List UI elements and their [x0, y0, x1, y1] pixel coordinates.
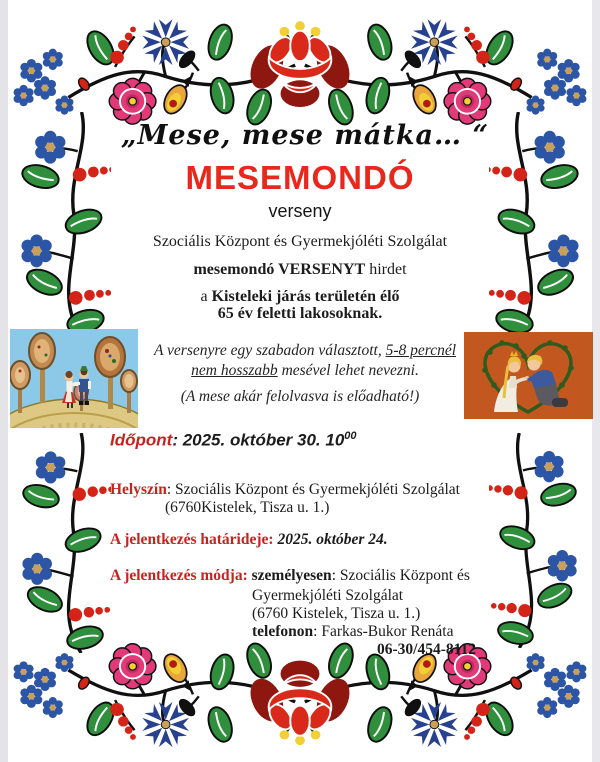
subtitle: verseny [268, 201, 332, 221]
method-line-3: (6760 Kistelek, Tisza u. 1.) [252, 605, 421, 622]
venue-label: Helyszín [110, 481, 167, 498]
folk-tale-illustration-couple-on-hill [10, 329, 138, 428]
date-label: Időpont [110, 430, 173, 450]
announcement-rest: hirdet [365, 261, 407, 278]
announcement-bold: mesemondó VERSENYT [193, 261, 366, 278]
folk-border-bottom [8, 640, 592, 762]
main-title: MESEMONDÓ [185, 159, 415, 196]
venue-value: : Szociális Központ és Gyermekjóléti Szolgálat [166, 481, 460, 498]
photo-edge-right [592, 0, 600, 762]
venue-address: (6760Kistelek, Tisza u. 1.) [165, 499, 330, 516]
method-phone-line [252, 622, 453, 641]
method-in-person-value: : Szociális Központ és [331, 567, 470, 584]
deadline-value: 2025. október 24. [273, 531, 388, 548]
audience-line-1 [0, 288, 600, 306]
phone-contact: : Farkas-Bukor Renáta [313, 623, 454, 640]
method-line-2: Gyermekjóléti Szolgálat [252, 587, 404, 604]
audience-line-2: 65 év feletti lakosoknak. [217, 305, 383, 322]
entry-rule-end: mesével lehet nevezni. [277, 362, 419, 379]
folk-vine-right-lower [489, 433, 584, 648]
quote-title: „Mese, mese mátka… “ [121, 120, 489, 151]
entry-rule-underlined: 5-8 percnél nem hosszabb [191, 342, 457, 379]
method-line-1 [110, 566, 470, 585]
venue-line [110, 480, 460, 499]
date-superscript: 00 [344, 430, 357, 442]
announcement-line [0, 261, 600, 279]
date-line [110, 430, 357, 451]
organizer-line: Szociális Központ és Gyermekjóléti Szolgálat [152, 233, 448, 250]
method-in-person-label: személyesen [247, 567, 332, 584]
folk-border-top [8, 4, 592, 128]
audience-prefix: a [200, 288, 212, 305]
entry-note: (A mese akár felolvasva is előadható!) [180, 388, 420, 405]
entry-rule [142, 341, 468, 381]
entry-rule-start: A versenyre egy szabadon választott, [153, 342, 386, 359]
deadline-label: A jelentkezés határideje: [110, 531, 274, 548]
date-value: : 2025. október 30. 10 [172, 430, 345, 450]
method-label: A jelentkezés módja: [110, 567, 248, 584]
photo-edge-left [0, 0, 8, 762]
folk-vine-left-lower [16, 433, 111, 653]
audience-bold-1: Kisteleki járás területén élő [211, 288, 400, 305]
phone-number: 06-30/454-8112 [377, 641, 477, 658]
deadline-line [110, 530, 388, 549]
phone-label: telefonon [252, 623, 314, 640]
